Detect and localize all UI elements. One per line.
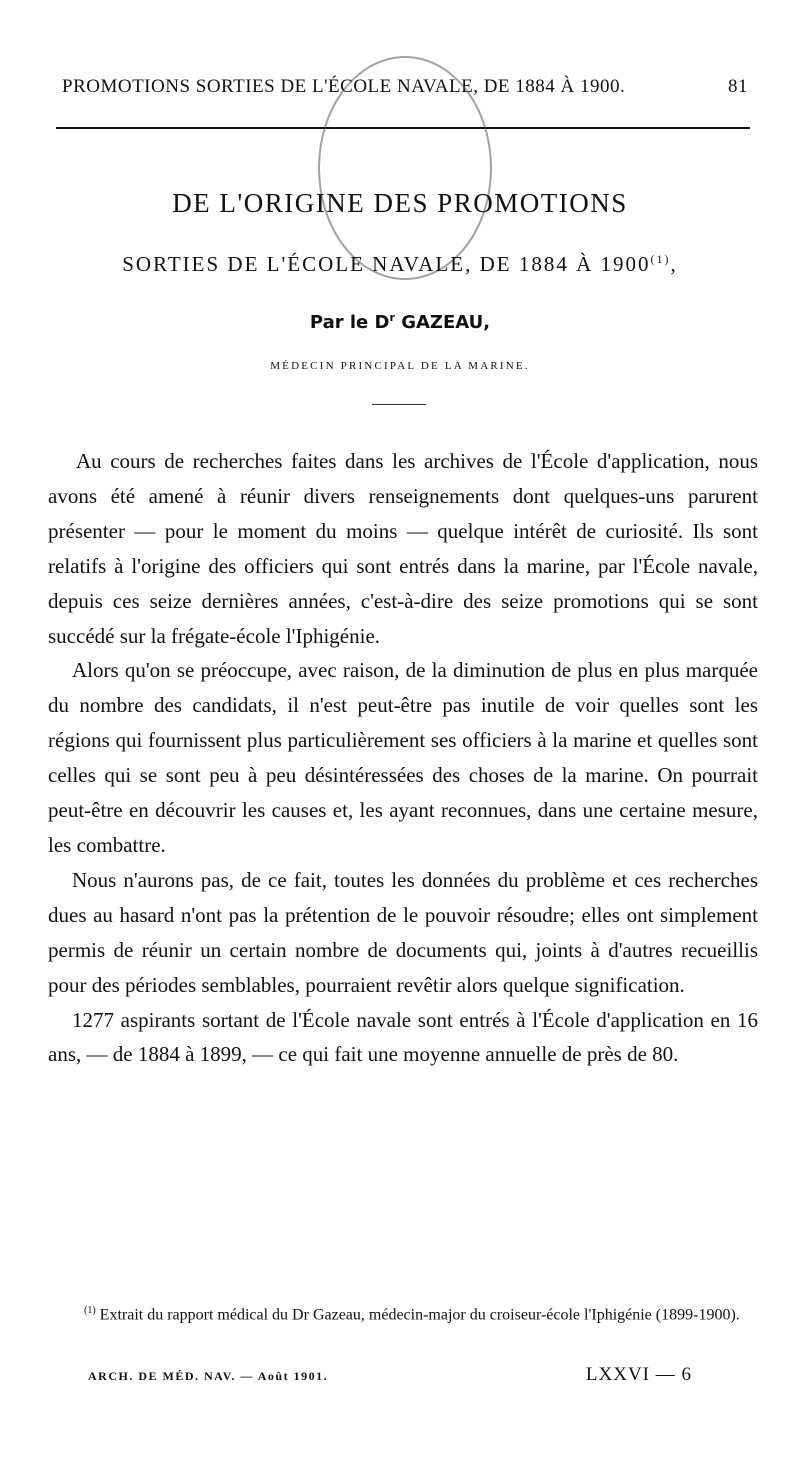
author-name: GAZEAU, <box>401 312 491 333</box>
article-title-line-2 <box>0 252 800 277</box>
author-prefix: Par le D <box>309 312 390 333</box>
paragraph: Au cours de recherches faites dans les archives de l'École d'application, nous avons été amené à réunir divers renseignements dont quelques-uns parurent présenter — pour le moment du moins — quelque intérêt de curiosité. Ils sont relatifs à l'origine des officiers qui sont entrés dans la marine, par l'École navale, depuis ces seize dernières années, c'est-à-dire des seize promotions qui se sont succédé sur la frégate-école l'Iphigénie. <box>48 449 758 648</box>
running-title: PROMOTIONS SORTIES DE L'ÉCOLE NAVALE, DE 1884 À 1900. <box>62 76 626 97</box>
title-trailing-punct: , <box>670 252 678 276</box>
page-footer <box>88 1364 692 1386</box>
page-number: 81 <box>728 76 748 97</box>
paragraph: Alors qu'on se préoccupe, avec raison, de la diminution de plus en plus marquée du nombre des candidats, il n'est peut-être pas inutile de voir quelles sont les régions qui fournissent plus particulièrement ses officiers à la marine et quelles sont celles qui se sont peu à peu désintéressées des choses de la marine. On pourrait peut-être en découvrir les causes et, les ayant reconnues, dans une certaine mesure, les combattre. <box>48 658 758 857</box>
signature-mark: LXXVI — 6 <box>585 1364 692 1385</box>
author-title-sup: r <box>389 311 395 324</box>
title-note-marker: (1) <box>650 252 671 266</box>
author-line <box>0 311 800 333</box>
journal-reference: ARCH. DE MÉD. NAV. — Août 1901. <box>88 1369 329 1383</box>
paragraph: Nous n'aurons pas, de ce fait, toutes les données du problème et ces recherches dues au hasard n'ont pas la prétention de le pouvoir résoudre; elles ont simplement permis de réunir un certain nombre de documents qui, joints à d'autres recueillis pour des périodes semblables, pourraient revêtir alors quelque signification. <box>48 867 758 997</box>
footnote-text: Extrait du rapport médical du Dr Gazeau, médecin-major du croiseur-école l'Iphigénie (1899-1900). <box>99 1306 740 1324</box>
author-role: MÉDECIN PRINCIPAL DE LA MARINE. <box>270 360 530 372</box>
separator-rule <box>372 404 426 405</box>
footnote <box>62 1296 742 1329</box>
footnote-marker: (1) <box>84 1305 96 1316</box>
title-line-2-text: SORTIES DE L'ÉCOLE NAVALE, DE 1884 À 1900 <box>122 252 651 276</box>
paragraph: 1277 aspirants sortant de l'École navale sont entrés à l'École d'application en 16 ans, — de 1884 à 1899, — ce qui fait une moyenne annuelle de près de 80. <box>48 1007 758 1067</box>
library-stamp <box>318 56 492 280</box>
article-body <box>48 444 758 1072</box>
article-title-line-1: DE L'ORIGINE DES PROMOTIONS <box>172 188 628 218</box>
